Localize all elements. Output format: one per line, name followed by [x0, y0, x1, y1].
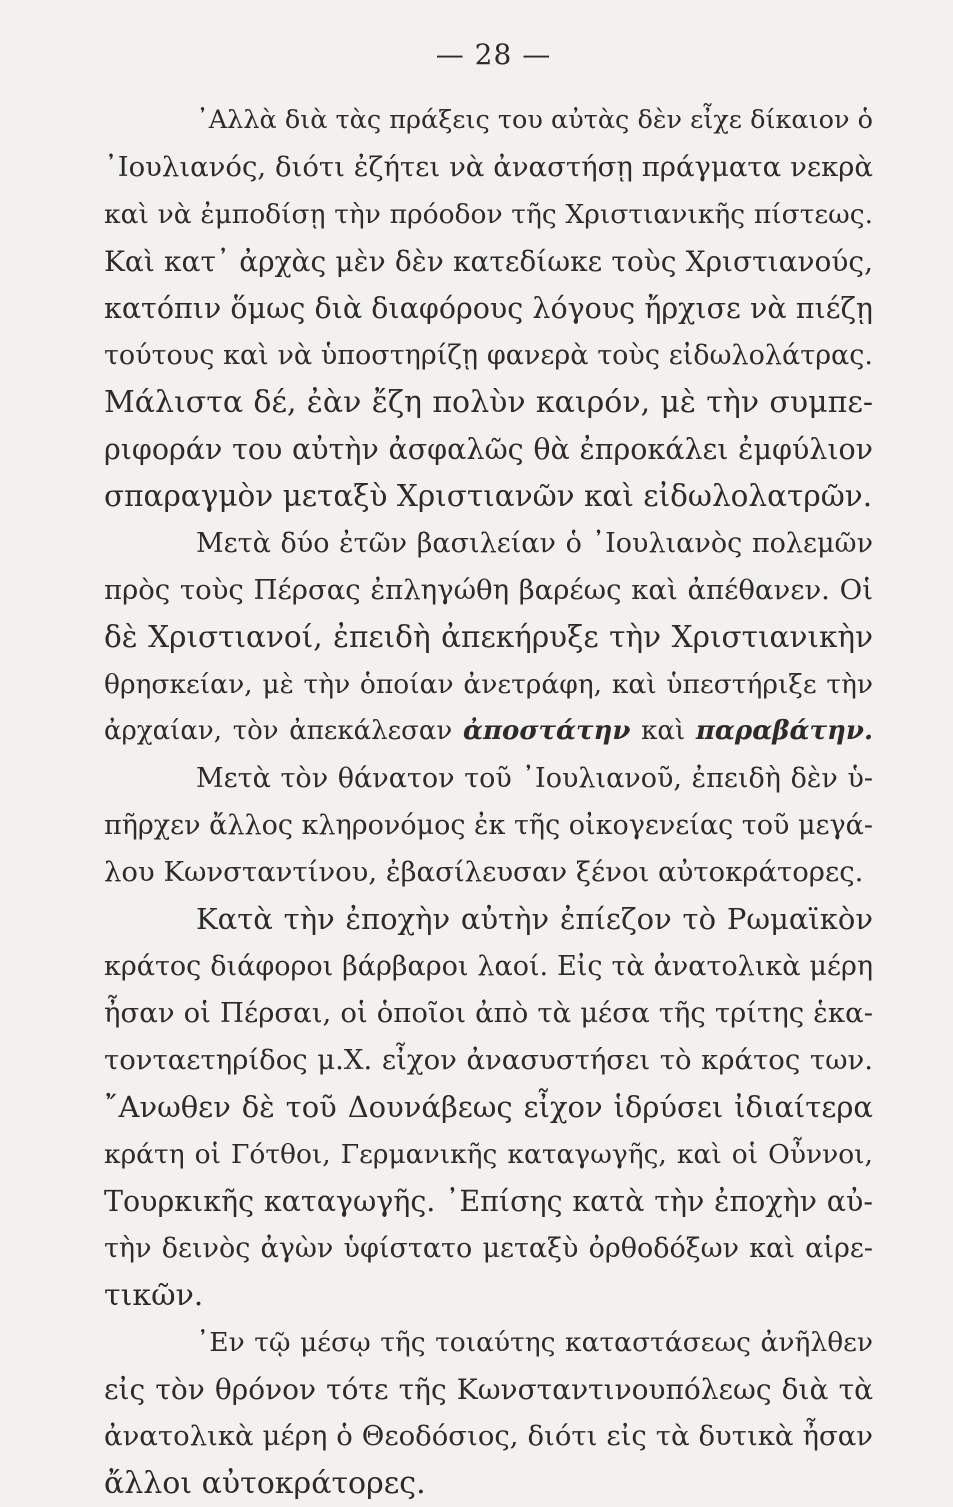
text-line: ᾿Αλλὰ διὰ τὰς πράξεις του αὐτὰς δὲν εἶχε δίκαιον ὁ [196, 105, 873, 135]
text-line: τικῶν. [104, 1278, 204, 1313]
text-line: Καὶ κατ᾿ ἀρχὰς μὲν δὲν κατεδίωκε τοὺς Χριστιανούς, [104, 245, 873, 278]
text-line: ριφοράν του αὐτὴν ἀσφαλῶς θὰ ἐπροκάλει ἐμφύλιον [104, 433, 873, 466]
text-line: ῎Ανωθεν δὲ τοῦ Δουνάβεως εἶχον ἱδρύσει ἰδιαίτερα [104, 1090, 873, 1124]
paragraph-barbarian-peoples [104, 896, 873, 1319]
text-line: θρησκείαν, μὲ τὴν ὁποίαν ἀνετράφη, καὶ ὑπεστήριξε τὴν [104, 669, 873, 700]
text-line: τὴν δεινὸς ἀγὼν ὑφίστατο μεταξὺ ὀρθοδόξων καὶ αἱρε- [104, 1233, 873, 1264]
text-line: πρὸς τοὺς Πέρσας ἐπληγώθη βαρέως καὶ ἀπέθανεν. Οἱ [104, 574, 873, 606]
text-line: καὶ νὰ ἐμποδίσῃ τὴν πρόοδον τῆς Χριστιανικῆς πίστεως. [104, 199, 873, 230]
text-line: ἀνατολικὰ μέρη ὁ Θεοδόσιος, διότι εἰς τὰ δυτικὰ ἦσαν [104, 1420, 873, 1452]
paragraph-julian-death [104, 520, 873, 755]
text-line: τούτους καὶ νὰ ὑποστηρίζῃ φανερὰ τοὺς εἰδωλολάτρας. [104, 340, 873, 371]
text-line: κατόπιν ὅμως διὰ διαφόρους λόγους ἤρχισε νὰ πιέζῃ [104, 292, 873, 325]
text-line: Κατὰ τὴν ἐποχὴν αὐτὴν ἐπίεζον τὸ Ρωμαϊκὸν [196, 902, 873, 936]
line-text-after: . [863, 716, 873, 746]
text-line: Μετὰ τὸν θάνατον τοῦ ᾿Ιουλιανοῦ, ἐπειδὴ δὲν ὑ- [196, 763, 873, 794]
paragraph-julian-actions [104, 97, 873, 520]
text-line: εἰς τὸν θρόνον τότε τῆς Κωνσταντινουπόλεως διὰ τὰ [104, 1373, 873, 1406]
text-line: Τουρκικῆς καταγωγῆς. ᾿Επίσης κατὰ τὴν ἐποχὴν αὐ- [104, 1185, 873, 1218]
text-line: πῆρχεν ἄλλος κληρονόμος ἐκ τῆς οἰκογενείας τοῦ μεγά- [104, 810, 874, 841]
paragraph-theodosius [104, 1319, 873, 1507]
text-line: Μάλιστα δέ, ἐὰν ἔζη πολὺν καιρόν, μὲ τὴν συμπε- [104, 385, 873, 420]
text-line: ᾿Εν τῷ μέσῳ τῆς τοιαύτης καταστάσεως ἀνῆλθεν [196, 1327, 873, 1358]
text-line: λου Κωνσταντίνου, ἐβασίλευσαν ξένοι αὐτοκράτορες. [104, 856, 864, 888]
text-line: σπαραγμὸν μεταξὺ Χριστιανῶν καὶ εἰδωλολατρῶν. [104, 479, 873, 513]
text-line-emphasis [104, 708, 873, 755]
emphasized-term-transgressor: παραβάτην [695, 716, 864, 746]
line-text-before: ἀρχαίαν, τὸν ἀπεκάλεσαν [104, 716, 463, 746]
page-number: — 28 — [435, 38, 552, 71]
text-line: κράτος διάφοροι βάρβαροι λαοί. Εἰς τὰ ἀνατολικὰ μέρη [104, 951, 873, 982]
text-line: ἦσαν οἱ Πέρσαι, οἱ ὁποῖοι ἀπὸ τὰ μέσα τῆς τρίτης ἑκα- [104, 997, 873, 1029]
text-line: δὲ Χριστιανοί, ἐπειδὴ ἀπεκήρυξε τὴν Χριστιανικὴν [104, 620, 873, 654]
text-line: κράτη οἱ Γότθοι, Γερμανικῆς καταγωγῆς, καὶ οἱ Οὖννοι, [104, 1139, 873, 1170]
text-line: ἄλλοι αὐτοκράτορες. [104, 1466, 426, 1501]
text-line: ᾿Ιουλιανός, διότι ἐζήτει νὰ ἀναστήσῃ πράγματα νεκρὰ [104, 151, 873, 183]
line-text-middle: καὶ [630, 716, 696, 746]
paragraph-foreign-emperors [104, 755, 873, 896]
emphasized-term-apostate: ἀποστάτην [462, 716, 631, 746]
text-line: Μετὰ δύο ἐτῶν βασιλείαν ὁ ᾿Ιουλιανὸς πολεμῶν [196, 528, 873, 559]
text-line: τονταετηρίδος μ.Χ. εἶχον ἀνασυστήσει τὸ κράτος των. [104, 1044, 873, 1076]
